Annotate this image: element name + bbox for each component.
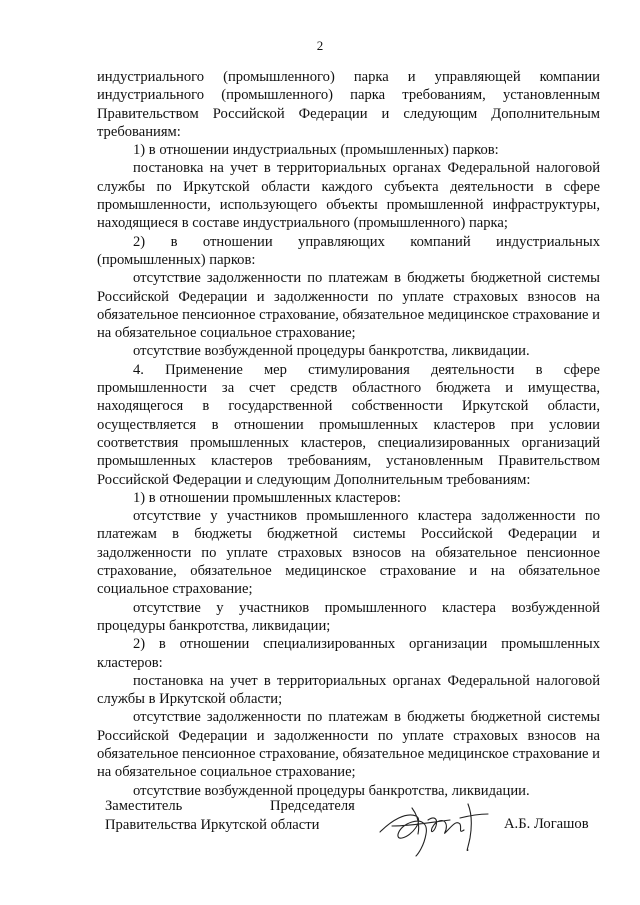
paragraph-cluster-no-debt: отсутствие у участников промышленного кластера задолженности по платежам в бюджеты бюджетной системы Российской Федерации и задолженности по уплате страховых взносов на обязательное пенсионное страхование, обязательное медицинское страхование и на обязательное социальное страхование; (97, 508, 600, 598)
signatory-title-part2: Председателя (270, 798, 355, 814)
paragraph-continuation: индустриального (промышленного) парка и управляющей компании индустриального (промышленного) парка требованиям, установленным Правительством Российской Федерации и следующим Дополнительным требованиям: (97, 69, 600, 140)
signatory-title-line2: Правительства Иркутской области (105, 817, 320, 833)
page-number: 2 (316, 38, 324, 53)
paragraph-no-debt: отсутствие задолженности по платежам в бюджеты бюджетной системы Российской Федерации и задолженности по уплате страховых взносов на обязательное пенсионное страхование, обязательное медицинское страхование и на обязательное социальное страхование; (97, 270, 600, 342)
paragraph-specialized-orgs: 2) в отношении специализированных организации промышленных кластеров: (97, 636, 600, 671)
paragraph-tax-registration: постановка на учет в территориальных органах Федеральной налоговой службы по Иркутской области каждого субъекта деятельности в сфере промышленности, использующего объекты промышленной инфраструктуры, находящиеся в составе индустриального (промышленного) парка; (97, 160, 600, 232)
signatory-title-part1: Заместитель (105, 798, 183, 814)
paragraph-specialized-no-bankruptcy: отсутствие возбужденной процедуры банкротства, ликвидации. (133, 782, 530, 799)
paragraph-item-4: 4. Применение мер стимулирования деятельности в сфере промышленности за счет средств областного бюджета и имущества, находящегося в государственной собственности Иркутской области, осуществляется в отношении промышленных кластеров при условии соответствия промышленных кластеров, специализированных организаций промышленных кластеров требованиям, установленным Правительством Российской Федерации и следующим Дополнительным требованиям: (97, 361, 600, 488)
paragraph-specialized-tax-registration: постановка на учет в территориальных органах Федеральной налоговой службы в Иркутской области; (97, 672, 600, 708)
handwritten-signature (372, 790, 502, 860)
paragraph-clusters-heading: 1) в отношении промышленных кластеров: (133, 489, 401, 506)
paragraph-management-companies: 2) в отношении управляющих компаний индустриальных (промышленных) парков: (97, 233, 600, 268)
paragraph-specialized-no-debt: отсутствие задолженности по платежам в бюджеты бюджетной системы Российской Федерации и задолженности по уплате страховых взносов на обязательное пенсионное страхование, обязательное медицинское страхование и на обязательное социальное страхование; (97, 709, 600, 781)
signatory-name: А.Б. Логашов (504, 816, 589, 832)
paragraph-parks-heading: 1) в отношении индустриальных (промышленных) парков: (133, 142, 499, 159)
document-body (97, 68, 600, 800)
paragraph-no-bankruptcy: отсутствие возбужденной процедуры банкротства, ликвидации. (133, 343, 530, 360)
paragraph-cluster-no-bankruptcy: отсутствие у участников промышленного кластера возбужденной процедуры банкротства, ликвидации; (97, 599, 600, 634)
